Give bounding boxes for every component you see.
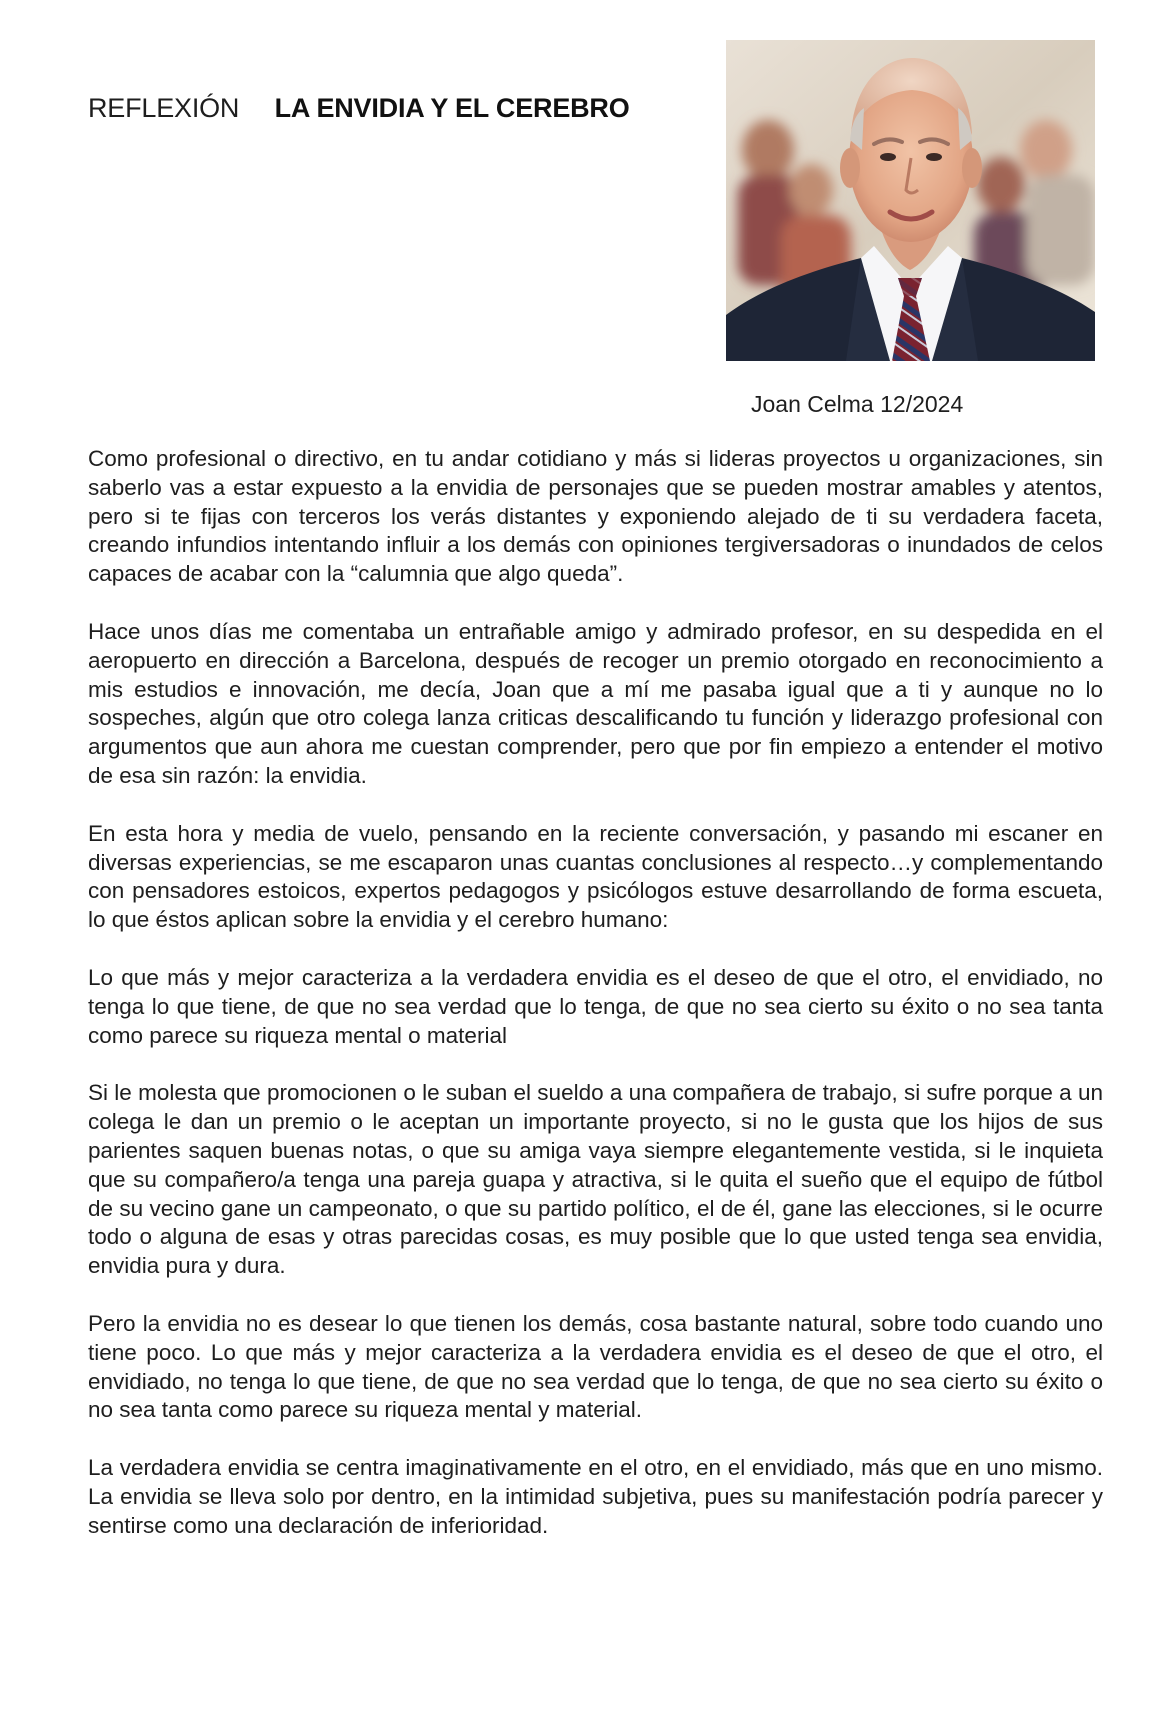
author-byline: Joan Celma 12/2024 [751, 391, 964, 417]
paragraph: En esta hora y media de vuelo, pensando en la reciente conversación, y pasando mi escaner en diversas experiencias, se me escaparon unas cuantas conclusiones al respecto…y complementando con pensadores estoicos, expertos pedagogos y psicólogos estuve desarrollando de forma escueta, lo que éstos aplican sobre la envidia y el cerebro humano: [88, 820, 1103, 933]
article-title: LA ENVIDIA Y EL CEREBRO [274, 93, 630, 123]
paragraph: Hace unos días me comentaba un entrañable amigo y admirado profesor, en su despedida en el aeropuerto en dirección a Barcelona, después de recoger un premio otorgado en reconocimiento a mis estudios e innovación, me decía, Joan que a mí me pasaba igual que a ti y aunque no lo sospeches, algún que otro colega lanza criticas descalificando tu función y liderazgo profesional con argumentos que aun ahora me cuestan comprender, pero que por fin empiezo a entender el motivo de esa sin razón: la envidia. [88, 618, 1103, 788]
paragraph: Como profesional o directivo, en tu andar cotidiano y más si lideras proyectos u organizaciones, sin saberlo vas a estar expuesto a la envidia de personajes que se pueden mostrar amables y atentos, pero si te fijas con terceros los verás distantes y exponiendo alejado de ti su verdadera faceta, creando infundios intentando influir a los demás con opiniones tergiversadoras o inundados de celos capaces de acabar con la “calumnia que algo queda”. [88, 446, 1103, 587]
section-kicker: REFLEXIÓN [88, 93, 240, 123]
portrait-photo-icon [726, 40, 1095, 361]
paragraph: Pero la envidia no es desear lo que tienen los demás, cosa bastante natural, sobre todo cuando uno tiene poco. Lo que más y mejor caracteriza a la verdadera envidia es el deseo de que el otro, el envidiado, no tenga lo que tiene, de que no sea verdad que lo tenga, de que no sea cierto su éxito o no sea tanta como parece su riqueza mental y material. [88, 1310, 1103, 1423]
author-photo [726, 40, 1095, 361]
paragraph: La verdadera envidia se centra imaginativamente en el otro, en el envidiado, más que en uno mismo. La envidia se lleva solo por dentro, en la intimidad subjetiva, pues su manifestación podría parecer y sentirse como una declaración de inferioridad. [88, 1455, 1103, 1538]
article-header [88, 88, 630, 128]
paragraph: Lo que más y mejor caracteriza a la verdadera envidia es el deseo de que el otro, el envidiado, no tenga lo que tiene, de que no sea verdad que lo tenga, de que no sea cierto su éxito o no sea tanta como parece su riqueza mental o material [88, 964, 1103, 1048]
article-body [88, 445, 1103, 1570]
paragraph: Si le molesta que promocionen o le suban el sueldo a una compañera de trabajo, si sufre porque a un colega le dan un premio o le aceptan un importante proyecto, si no le gusta que los hijos de sus parientes saquen buenas notas, o que su amiga vaya siempre elegantemente vestida, si le inquieta que su compañero/a tenga una pareja guapa y atractiva, si le quita el sueño que el equipo de fútbol de su vecino gane un campeonato, o que su partido político, el de él, gane las elecciones, si le ocurre todo o alguna de esas y otras parecidas cosas, es muy posible que lo que usted tenga sea envidia, envidia pura y dura. [88, 1080, 1103, 1279]
